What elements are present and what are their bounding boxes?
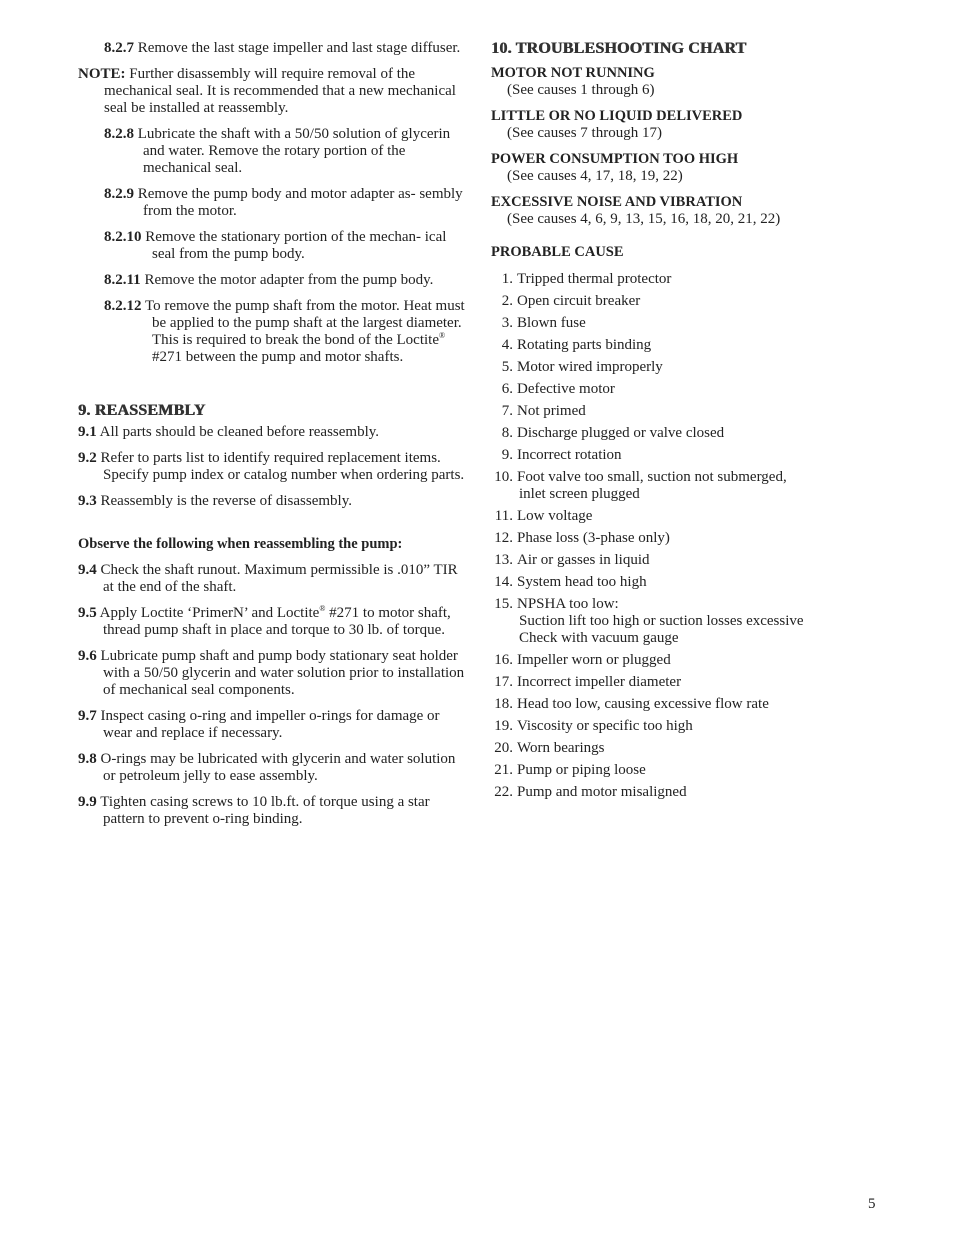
cause-text: Pump or piping loose: [517, 762, 646, 778]
cause-text: Motor wired improperly: [517, 359, 663, 375]
cause-text: Rotating parts binding: [517, 337, 652, 353]
step-8-2-11: 8.2.11 Remove the motor adapter from the pump body.: [104, 272, 434, 288]
cause-number: 8.: [501, 425, 513, 441]
paragraph-9-1: 9.1 All parts should be cleaned before reassembly.: [78, 424, 380, 440]
cause-number: 4.: [501, 337, 513, 353]
paragraph-9-7: 9.7 Inspect casing o-ring and impeller o-rings for damage or wear and replace if necessary.: [78, 708, 440, 741]
cause-item: [491, 381, 891, 398]
paragraph-9-4: 9.4 Check the shaft runout. Maximum permissible is .010” TIR at the end of the shaft.: [78, 562, 458, 595]
cause-item: [491, 552, 891, 569]
cause-item: [491, 762, 891, 779]
step-8-2-7: 8.2.7 Remove the last stage impeller and last stage diffuser.: [104, 40, 461, 56]
step-8-2-8: 8.2.8 Lubricate the shaft with a 50/50 solution of glycerin and water. Remove the rotary portion of the mechanical seal.: [104, 126, 451, 176]
cause-number: 14.: [494, 574, 513, 590]
cause-number: 2.: [501, 293, 513, 309]
right-column: [491, 40, 891, 806]
cause-number: 10.: [494, 469, 513, 485]
cause-text: Not primed: [517, 403, 586, 419]
cause-item: [491, 403, 891, 420]
cause-number: 17.: [494, 674, 513, 690]
cause-item: [491, 740, 891, 757]
cause-text: Impeller worn or plugged: [517, 652, 671, 668]
cause-item: [491, 447, 891, 464]
cause-number: 22.: [494, 784, 513, 800]
cause-text: Blown fuse: [517, 315, 586, 331]
cause-text: Tripped thermal protector: [517, 271, 672, 287]
cause-text: Defective motor: [517, 381, 615, 397]
cause-number: 16.: [494, 652, 513, 668]
cause-text: Viscosity or specific too high: [517, 718, 693, 734]
paragraph-9-5: 9.5 Apply Loctite ‘PrimerN’ and Loctite® #271 to motor shaft, thread pump shaft in place and torque to 30 lb. of torque.: [78, 604, 451, 638]
probable-cause-heading: PROBABLE CAUSE: [491, 244, 624, 260]
observe-heading: Observe the following when reassembling the pump:: [78, 536, 403, 552]
cause-item: [491, 530, 891, 547]
symptom-power-consumption-high: POWER CONSUMPTION TOO HIGH (See causes 4, 17, 18, 19, 22): [491, 151, 739, 184]
cause-text: Pump and motor misaligned: [517, 784, 687, 800]
cause-detail: Suction lift too high or suction losses excessive: [519, 613, 804, 629]
paragraph-9-9: 9.9 Tighten casing screws to 10 lb.ft. of torque using a star pattern to prevent o-ring binding.: [78, 794, 430, 827]
cause-item: [491, 674, 891, 691]
cause-text: Low voltage: [517, 508, 593, 524]
cause-number: 6.: [501, 381, 513, 397]
cause-text: Open circuit breaker: [517, 293, 641, 309]
cause-number: 9.: [501, 447, 513, 463]
cause-item: [491, 425, 891, 442]
cause-number: 18.: [494, 696, 513, 712]
cause-detail: Check with vacuum gauge: [519, 630, 679, 646]
section-10-title: 10. TROUBLESHOOTING CHART: [491, 40, 747, 57]
step-8-2-9: 8.2.9 Remove the pump body and motor adapter as- sembly from the motor.: [104, 186, 463, 219]
cause-item: [491, 271, 891, 288]
disassembly-note: NOTE: Further disassembly will require removal of the mechanical seal. It is recommended that a new mechanical seal be installed at reassembly.: [78, 66, 456, 116]
paragraph-9-6: 9.6 Lubricate pump shaft and pump body stationary seat holder with a 50/50 glycerin and water solution prior to installation of mechanical seal components.: [78, 648, 465, 698]
cause-item: [491, 359, 891, 376]
cause-text: Worn bearings: [517, 740, 605, 756]
cause-number: 20.: [494, 740, 513, 756]
cause-number: 19.: [494, 718, 513, 734]
step-8-2-12: 8.2.12 To remove the pump shaft from the motor. Heat must be applied to the pump shaft at the largest diameter. This is required to break the bond of the Loctite® #271 between the pump and motor shafts.: [104, 298, 465, 365]
cause-item: [491, 508, 891, 525]
symptom-motor-not-running: MOTOR NOT RUNNING (See causes 1 through 6): [491, 65, 655, 98]
cause-number: 13.: [494, 552, 513, 568]
cause-text: Incorrect impeller diameter: [517, 674, 682, 690]
cause-detail: inlet screen plugged: [519, 486, 640, 502]
cause-number: 15.: [494, 596, 513, 612]
cause-text: System head too high: [517, 574, 647, 590]
paragraph-9-3: 9.3 Reassembly is the reverse of disassembly.: [78, 493, 352, 509]
page-number: 5: [868, 1196, 876, 1212]
left-column: [78, 40, 466, 837]
cause-item: [491, 469, 891, 503]
cause-number: 5.: [501, 359, 513, 375]
cause-text: NPSHA too low:: [517, 596, 619, 612]
paragraph-9-2: 9.2 Refer to parts list to identify required replacement items. Specify pump index or catalog number when ordering parts.: [78, 450, 465, 483]
cause-item: [491, 718, 891, 735]
section-9-title: 9. REASSEMBLY: [78, 402, 206, 419]
cause-item: [491, 293, 891, 310]
cause-text: Head too low, causing excessive flow rate: [517, 696, 769, 712]
cause-number: 12.: [494, 530, 513, 546]
symptom-little-or-no-liquid: LITTLE OR NO LIQUID DELIVERED (See causes 7 through 17): [491, 108, 743, 141]
cause-number: 7.: [501, 403, 513, 419]
cause-text: Discharge plugged or valve closed: [517, 425, 725, 441]
cause-item: [491, 337, 891, 354]
cause-number: 11.: [494, 508, 513, 524]
cause-number: 21.: [494, 762, 513, 778]
cause-text: Foot valve too small, suction not submerged,: [517, 469, 787, 485]
cause-item: [491, 652, 891, 669]
paragraph-9-8: 9.8 O-rings may be lubricated with glycerin and water solution or petroleum jelly to ease assembly.: [78, 751, 456, 784]
cause-item: [491, 574, 891, 591]
cause-list: [491, 271, 891, 801]
step-8-2-10: 8.2.10 Remove the stationary portion of the mechan- ical seal from the pump body.: [104, 229, 447, 262]
cause-number: 3.: [501, 315, 513, 331]
cause-text: Phase loss (3-phase only): [517, 530, 670, 546]
cause-item: [491, 784, 891, 801]
symptom-excessive-noise: EXCESSIVE NOISE AND VIBRATION (See causes 4, 6, 9, 13, 15, 16, 18, 20, 21, 22): [491, 194, 781, 227]
cause-text: Air or gasses in liquid: [517, 552, 650, 568]
cause-item: [491, 596, 891, 647]
cause-item: [491, 696, 891, 713]
cause-number: 1.: [501, 271, 513, 287]
cause-text: Incorrect rotation: [517, 447, 622, 463]
cause-item: [491, 315, 891, 332]
